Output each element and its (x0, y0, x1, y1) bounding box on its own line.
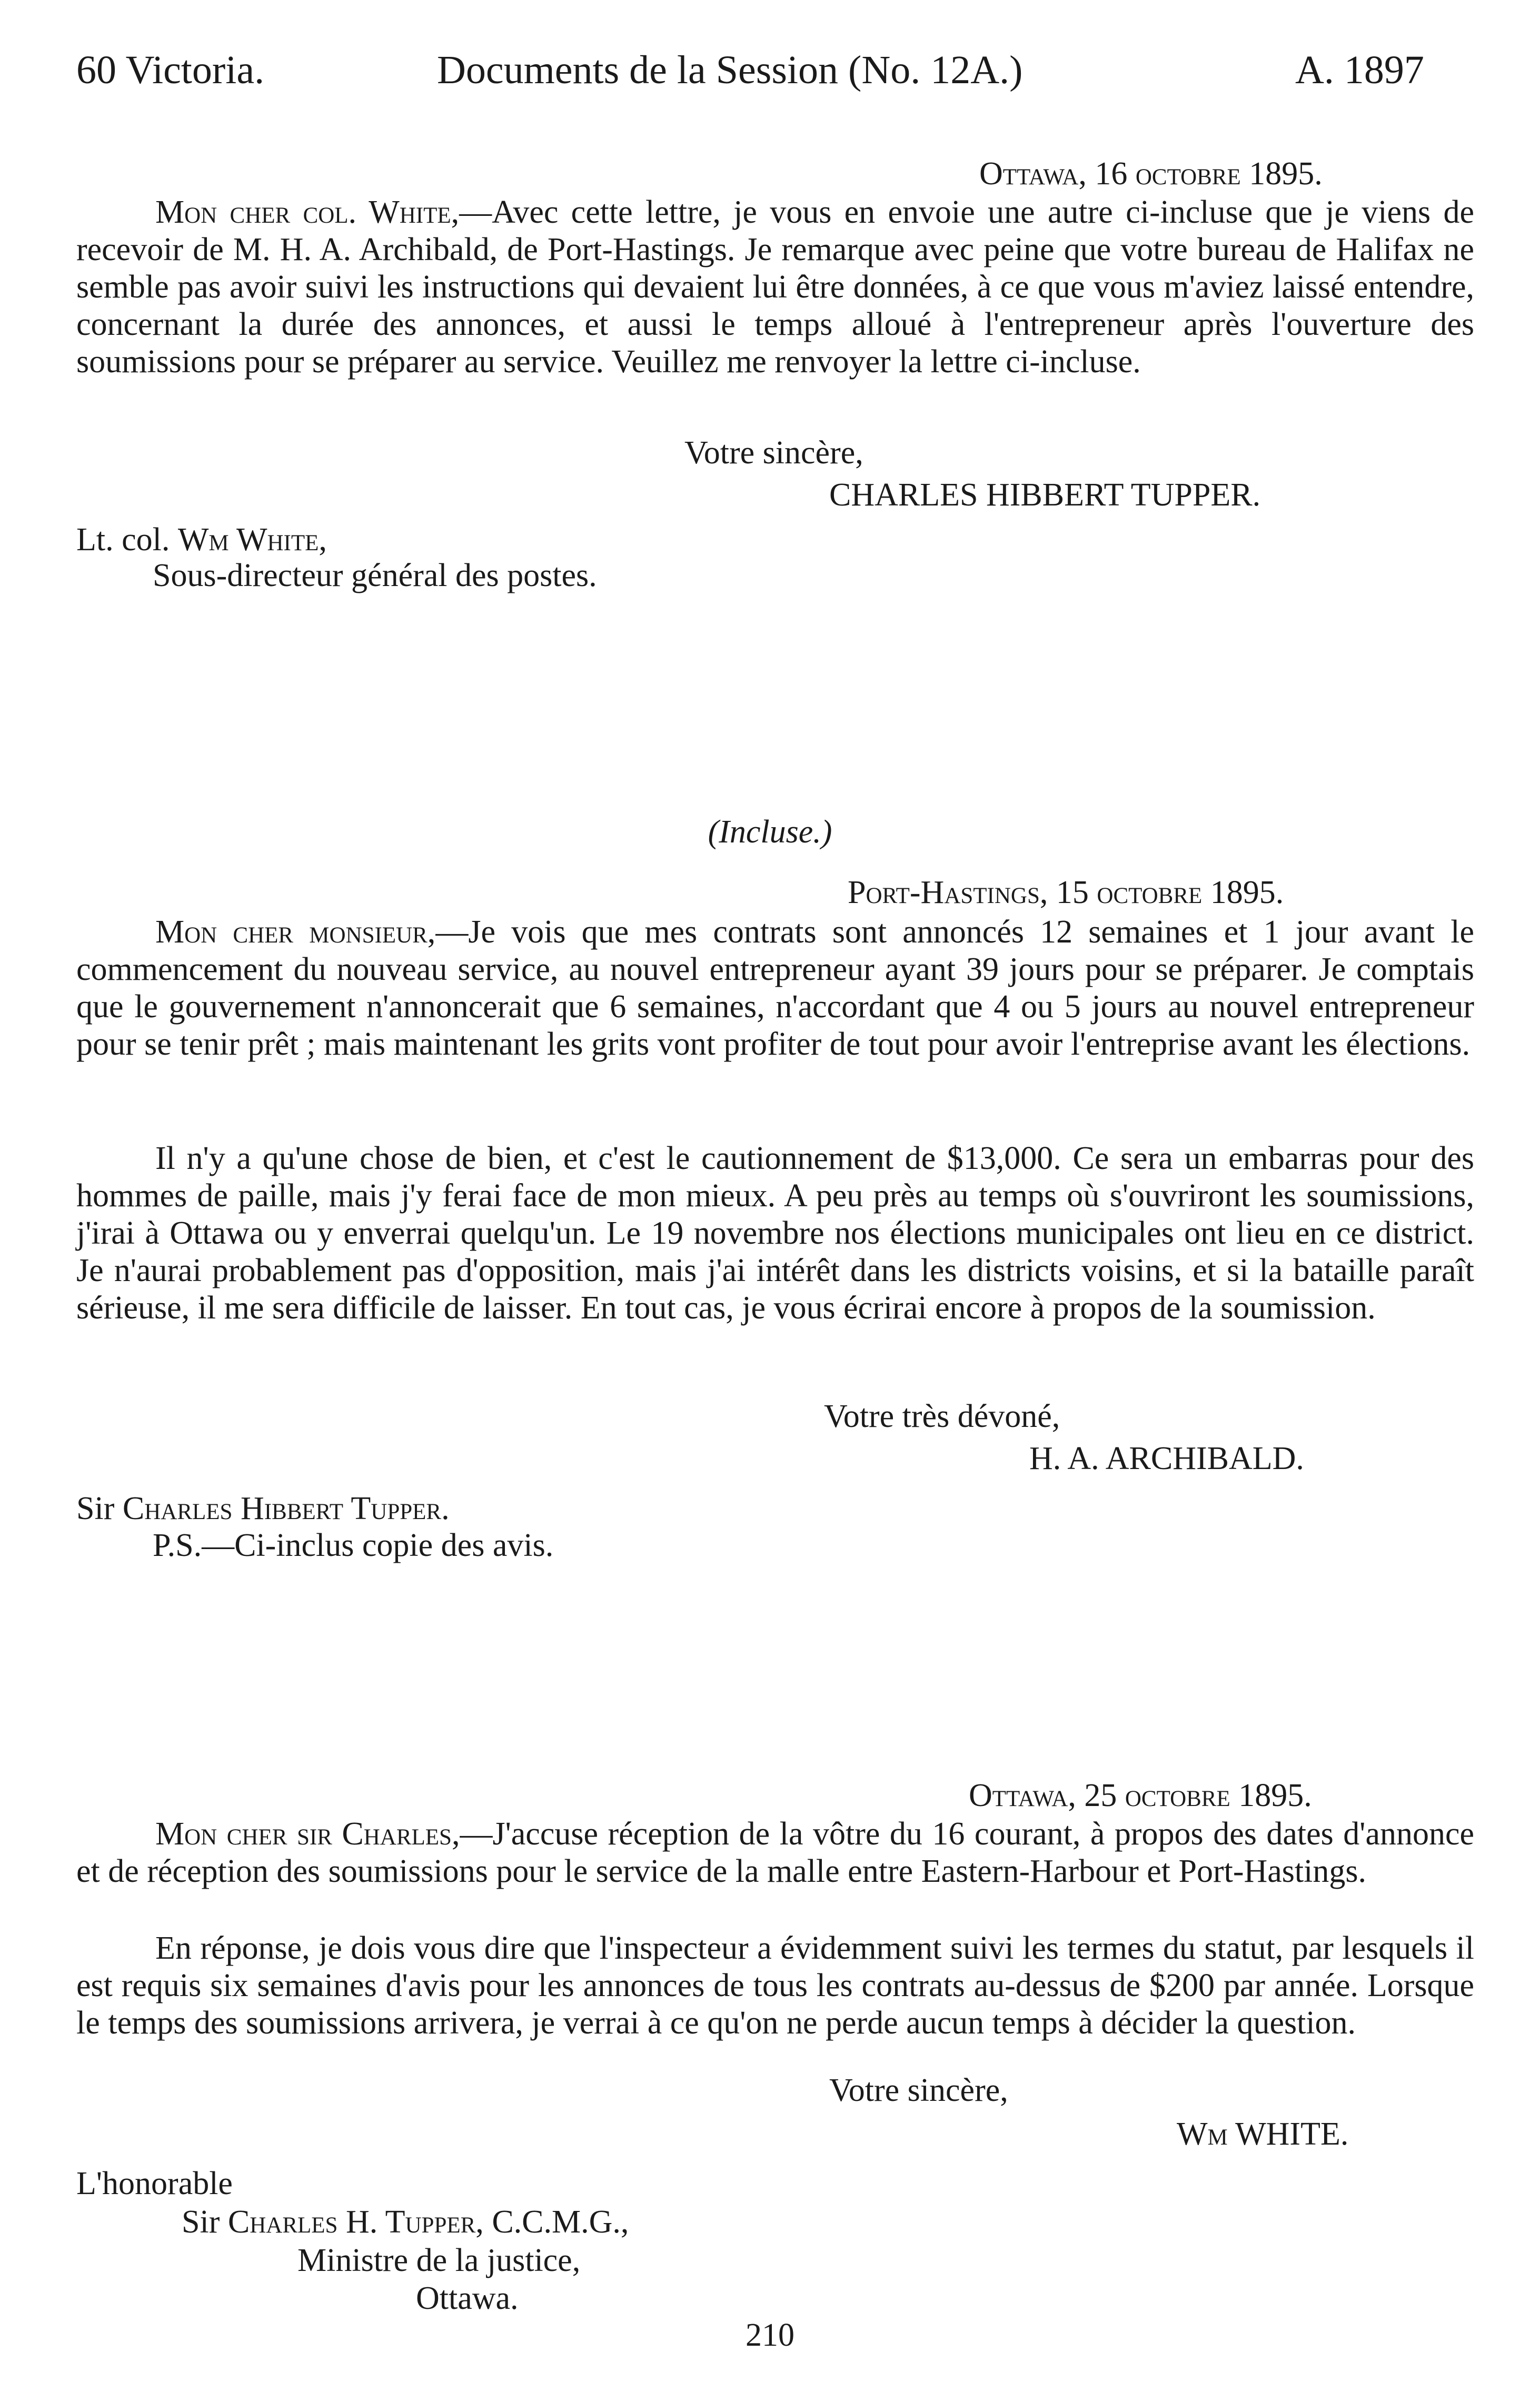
letter2-para1: Mon cher sir Charles,—J'accuse réception de la vôtre du 16 courant, à propos des dates d'annonce et de réception des soumissions pour le service de la malle entre Eastern-Harbour et Port-Hastings. (76, 1816, 1474, 1889)
letter1-salutation: Mon cher col. White, (155, 194, 460, 230)
letter1-body: Mon cher col. White,—Avec cette lettre, je vous en envoie une autre ci-incluse que je viens de recevoir de M. H. A. Archibald, de Port-Hastings. Je remarque avec peine que votre bureau de Halifax ne semble pas avoir suivi les instructions qui devaient lui être données, à ce que vous m'aviez laissé entendre, concernant la durée des annonces, et aussi le temps alloué à l'entrepreneur après l'ouverture des soumissions pour se préparer au service. Veuillez me renvoyer la lettre ci-incluse. (76, 194, 1474, 380)
letter2-signature: Wm WHITE. (1177, 2116, 1349, 2152)
header-document-title: Documents de la Session (No. 12A.) (437, 48, 1023, 92)
enclosure-postscript: P.S.—Ci-inclus copie des avis. (153, 1527, 554, 1563)
enclosure-dateline: Port-Hastings, 15 octobre 1895. (848, 875, 1284, 910)
letter2-addressee-line1: L'honorable (76, 2166, 233, 2201)
letter2-dateline: Ottawa, 25 octobre 1895. (969, 1778, 1312, 1813)
letter2-addressee-line4: Ottawa. (416, 2280, 519, 2316)
enclosure-para2: Il n'y a qu'une chose de bien, et c'est le cautionnement de $13,000. Ce sera un embarras pour des hommes de paille, mais j'y ferai face de mon mieux. A peu près au temps où s'ouvriront les soumissions, j'irai à Ottawa ou y enverrai quelqu'un. Le 19 novembre nos élections municipales ont lieu en ce district. Je n'aurai probablement pas d'opposition, mais j'ai intérêt dans les districts voisins, et si la bataille paraît sérieuse, il me sera difficile de laisser. En tout cas, je vous écrirai encore à propos de la soumission. (76, 1140, 1474, 1326)
letter1-addressee: Lt. col. Wm White, (76, 522, 327, 558)
header-year: A. 1897 (1295, 48, 1424, 92)
letter1-dateline: Ottawa, 16 octobre 1895. (979, 156, 1323, 192)
letter1-addressee-title: Sous-directeur général des postes. (153, 558, 597, 593)
enclosure-salutation: Mon cher monsieur, (155, 914, 436, 950)
letter2-para2: En réponse, je dois vous dire que l'inspecteur a évidemment suivi les termes du statut, par lesquels il est requis six semaines d'avis pour les annonces de tous les contrats au-dessus de $200 par année. Lorsque le temps des soumissions arrivera, je verrai à ce qu'on ne perde aucun temps à décider la question. (76, 1930, 1474, 2041)
letter1-signature: CHARLES HIBBERT TUPPER. (829, 477, 1261, 513)
letter1-closing: Votre sincère, (684, 435, 863, 471)
enclosure-signature: H. A. ARCHIBALD. (1029, 1441, 1304, 1476)
letter2-salutation: Mon cher sir Charles, (155, 1816, 460, 1852)
header-volume: 60 Victoria. (76, 48, 265, 92)
enclosure-addressee: Sir Charles Hibbert Tupper. (76, 1491, 450, 1526)
letter2-addressee-line3: Ministre de la justice, (297, 2243, 581, 2278)
page-number: 210 (746, 2317, 794, 2353)
enclosure-label: (Incluse.) (708, 814, 832, 850)
letter2-closing: Votre sincère, (829, 2072, 1008, 2108)
enclosure-para1: Mon cher monsieur,—Je vois que mes contrats sont annoncés 12 semaines et 1 jour avant le commencement du nouveau service, au nouvel entrepreneur ayant 39 jours pour se préparer. Je comptais que le gouvernement n'annoncerait que 6 semaines, n'accordant que 4 ou 5 jours au nouvel entrepreneur pour se tenir prêt ; mais maintenant les grits vont profiter de tout pour avoir l'entreprise avant les élections. (76, 914, 1474, 1062)
enclosure-closing: Votre très dévoné, (824, 1398, 1060, 1434)
letter2-addressee-line2: Sir Charles H. Tupper, C.C.M.G., (182, 2204, 629, 2240)
